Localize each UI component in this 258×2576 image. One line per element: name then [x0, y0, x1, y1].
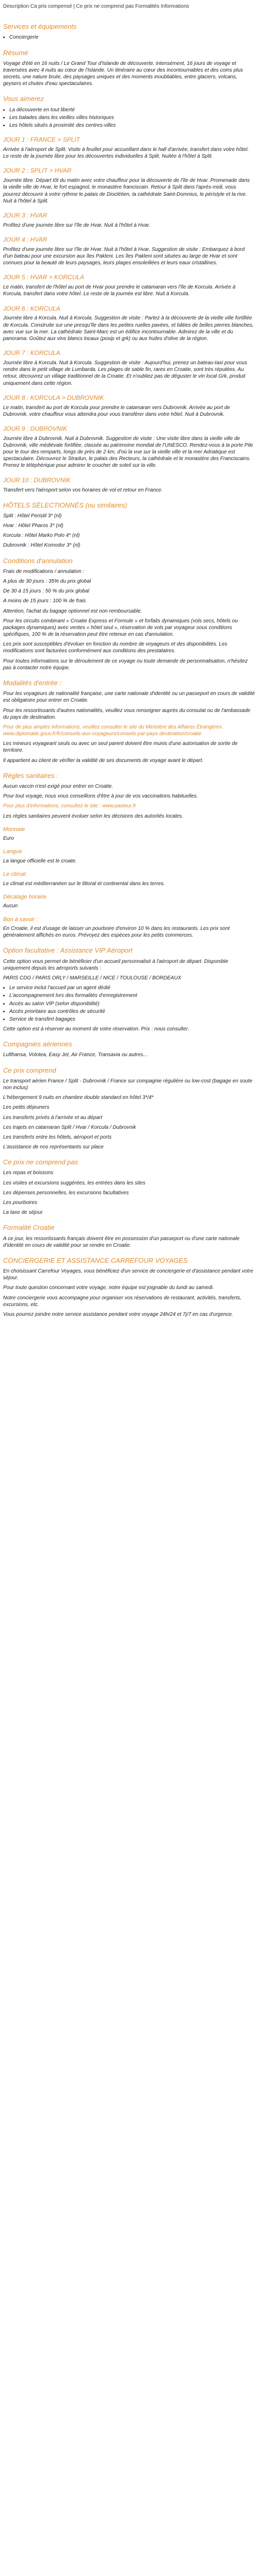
- price-excludes-item: Les repas et boissons: [3, 1170, 54, 1176]
- day-title: JOUR 9 : DUBROVNIK: [3, 425, 68, 432]
- resume-title: Résumé: [3, 48, 28, 57]
- timezone-title: Décalage horaire: [3, 893, 46, 900]
- day-title: JOUR 4 : HVAR: [3, 235, 47, 243]
- assistance-text: Cette option vous permet de bénéficier d'un accueil personnalisé à l'aéroport de départ. Disponible uniquement depuis les aéroports suivants :: [3, 958, 229, 971]
- day-2: [3, 167, 255, 205]
- day-4: [3, 236, 255, 266]
- condition-item: De 30 à 15 jours : 50 % du prix global: [3, 588, 89, 595]
- day-title: JOUR 2 : SPLIT > HVAR: [3, 167, 72, 175]
- day-title: JOUR 3 : HVAR: [3, 211, 47, 219]
- condition-item: Frais de modifications / annulation :: [3, 568, 85, 574]
- price-includes-item: Le transport aérien France / Split - Dubrovnik / France sur compagnie régulière ou low-cost (bagage en soute non inclus): [3, 1078, 253, 1091]
- price-includes-item: L'hébergement 9 nuits en chambre double standard en hôtel 3*/4*: [3, 1095, 154, 1101]
- health-text: Les règles sanitaires peuvent évoluer selon les décisions des autorités locales.: [3, 813, 184, 819]
- day-title: JOUR 6 : KORCULA: [3, 304, 60, 312]
- assistance-item: • Le service inclut l'accueil par un agent dédié: [9, 985, 255, 991]
- highlights-title: Vous aimerez: [3, 95, 44, 103]
- currency-title: Monnaie: [3, 826, 25, 833]
- hotel-item: Hvar : Hôtel Pharos 3* (nl): [3, 523, 63, 529]
- hotel-item: Dubrovnik : Hôtel Komodor 3* (nl): [3, 543, 80, 549]
- day-text: Journée libre à Korcula. Nuit à Korcula. Suggestion de visite : Partez à la découverte de la vieille ville fortifiée de Korcula. Construite sur une presqu'île dans les petites ruelles pavées, et bâties de belles pierres blanches, avec vue sur la mer. La cathédrale Saint-Marc est un édifice incontournable. Admirez de la ville et du panorama. Goûtez aux vins blancs locaux (posip et grk) ou aux huiles d'olive de la région.: [3, 315, 254, 342]
- price-excludes-item: La taxe de séjour: [3, 1210, 43, 1216]
- price-excludes-title: Ce prix ne comprend pas: [3, 1158, 78, 1166]
- health-text: Aucun vaccin n'est exigé pour entrer en Croatie.: [3, 784, 114, 789]
- day-title: JOUR 8 : KORCULA > DUBROVNIK: [3, 394, 104, 401]
- day-title: JOUR 7 : KORCULA: [3, 349, 60, 357]
- highlights-item: • Les hôtels situés à proximité des centres-villes: [9, 122, 255, 129]
- price-excludes-item: Les dépenses personnelles, les excursions facultatives: [3, 1190, 129, 1196]
- concierge-text: En choisissant Carrefour Voyages, vous bénéficiez d'un service de conciergerie et d'assistance pendant votre séjour.: [3, 1268, 253, 1281]
- day-title: JOUR 10 : DUBROVNIK: [3, 476, 71, 484]
- condition-item: A moins de 15 jours : 100 % de frais: [3, 598, 86, 604]
- day-10: [3, 477, 255, 494]
- day-text: Arrivée à l'aéroport de Split. Visite à feuillet pour accueillant dans le hall d'arrivée, transfert dans votre hôtel. Le reste de la journée libre pour les découvertes individuelles à Split. Nuitée à l'hôtel à Split.: [3, 146, 249, 160]
- condition-item: Attention, l'achat du bagage optionnel est non remboursable.: [3, 608, 142, 614]
- day-text: Journée libre à Korcula. Nuit à Korcula. Suggestion de visite : Aujourd'hui, prenez un bateau-taxi pour vous rendre dans le petit village de Lumbarda. Les plages de sable fin, rares en Croatie, sont très réputées. Au retour, découvrez un village traditionnel de la Croatie. Et n'oubliez pas de déguster le vin local Grk, produit uniquement dans cette région.: [3, 360, 247, 386]
- assistance-note: Cette option est à réserver au moment de votre réservation. Prix : nous consulter.: [3, 1026, 189, 1032]
- concierge-text: Vous pourrez joindre notre service assistance pendant votre voyage 24h/24 et 7j/7 en cas d'urgence.: [3, 1312, 233, 1318]
- services-title: Services et équipements: [3, 23, 77, 31]
- assistance-list: [3, 985, 255, 1023]
- highlights-list: [3, 107, 255, 129]
- language-text: La langue officielle est le croate.: [3, 858, 77, 864]
- currency-text: Euro: [3, 836, 14, 842]
- services-list: [3, 34, 255, 41]
- condition-item: A plus de 30 jours : 35% du prix global: [3, 578, 91, 584]
- hotel-item: Split : Hôtel Peristil 3* (nl): [3, 513, 62, 519]
- day-title: JOUR 5 : HVAR > KORCULA: [3, 274, 85, 281]
- assistance-item: • L'accompagnement lors des formalités d'enregistrement: [9, 992, 255, 999]
- hotel-item: Korcula : Hôtel Marko Polo 4* (nl): [3, 533, 80, 539]
- timezone-text: Aucun: [3, 903, 18, 909]
- concierge-title: CONCIERGERIE ET ASSISTANCE CARREFOUR VOYAGES: [3, 1256, 188, 1264]
- assistance-item: • Accès prioritaire aux contrôles de sécurité: [9, 1008, 255, 1015]
- price-includes-item: Les petits déjeuners: [3, 1105, 50, 1111]
- climate-title: Le climat: [3, 871, 26, 878]
- assistance-item: • Service de transfert bagages: [9, 1016, 255, 1023]
- day-3: [3, 212, 255, 229]
- assistance-item: • Accès au salon VIP (selon disponibilité): [9, 1001, 255, 1007]
- assistance-airports: PARIS CDG / PARIS ORLY / MARSEILLE / NICE / TOULOUSE / BORDEAUX: [3, 975, 182, 981]
- formality-title: Formalité Croatie: [3, 1224, 55, 1232]
- price-excludes-list: [3, 1170, 255, 1216]
- tips-text: En Croatie, il est d'usage de laisser un pourboire d'environ 10 % dans les restaurants. Les prix sont généralement affichés en euros. Prévoyez des espèces pour les petits commerces.: [3, 926, 230, 939]
- price-includes-item: L'assistance de nos représentants sur place: [3, 1144, 104, 1150]
- assistance-title: Option facultative : Assistance VIP Aéroport: [3, 946, 133, 955]
- tour-info-text: Les prix sont susceptibles d'évoluer en fonction du nombre de voyageurs et des disponibilités. Les modifications sont facturées conformément aux conditions des prestataires.: [3, 641, 228, 654]
- price-includes-item: Les transferts entre les hôtels, aéroport et ports: [3, 1134, 112, 1140]
- hotels-list: [3, 513, 255, 549]
- tour-info-text: Pour toutes informations sur le déroulement de ce voyage ou toute demande de personnalisation, n'hésitez pas à contacter notre équipe.: [3, 658, 248, 671]
- language-title: Langue: [3, 849, 22, 855]
- formality-text: A ce jour, les ressortissants français doivent être en possession d'un passeport ou d'une carte nationale d'identité en cours de validité pour se rendre en Croatie.: [3, 1235, 240, 1248]
- price-includes-list: [3, 1078, 255, 1151]
- health-title: Règles sanitaires :: [3, 771, 58, 779]
- health-text: Pour tout voyage, nous vous conseillons d'être à jour de vos vaccinations habituelles.: [3, 793, 198, 800]
- day-1: [3, 136, 255, 160]
- day-text: Journée libre. Départ tôt du matin avec votre chauffeur pour la découverte de l'île de Hvar. Promenade dans la vieille ville de Hvar, le fort espagnol, le monastère franciscain. Retour à Split dans l'après-midi, vous pourrez découvrir à votre rythme le palais de Dioclétien, la cathédrale Saint-Domnius, le péristyle et la rive. Nuit à l'hôtel à Split.: [3, 178, 250, 204]
- tour-info-text: Pour les circuits combinant « Croatie Express et Formule » et forfaits dynamiques (vols secs, hôtels ou packages dynamiques) avec ventes « hôtel seul », réservation de vols par voyageur sous conditions spécifiques, 100 % de la réservation peut être retenue en cas d'annulation.: [3, 618, 238, 638]
- entry-link[interactable]: Pour de plus amples informations, veuillez consulter le site du Ministère des Affaires Étrangères : www.diplomatie.gouv.fr/fr/conseils-aux-voyageurs/conseils-par-pays-destination/croatie: [3, 724, 225, 737]
- highlights-item: • Les balades dans les vieilles villes historiques: [9, 114, 255, 121]
- day-8: [3, 394, 255, 418]
- entry-text: Les mineurs voyageant seuls ou avec un seul parent doivent être munis d'une autorisation de sortie de territoire.: [3, 741, 238, 754]
- entry-text: Pour les voyageurs de nationalité française, une carte nationale d'identité ou un passeport en cours de validité est obligatoire pour entrer en Croatie.: [3, 691, 255, 704]
- day-text: Journée libre à Dubrovnik. Nuit à Dubrovnik. Suggestion de visite : Une visite libre dans la vieille ville de Dubrovnik, ville médiévale fortifiée, classée au patrimoine mondial de l'UNESCO. Rendez-vous à la porte Pile pour le tour des remparts, longs de près de 2 km, d'où la vue sur la vieille ville et la mer Adriatique est spectaculaire. Découvrez le Stradun, le palais des Recteurs, la cathédrale et le monastère des Franciscains. Prenez le téléphérique pour admirer le coucher de soleil sur la ville.: [3, 435, 253, 469]
- conditions-list: [3, 568, 255, 615]
- day-9: [3, 425, 255, 469]
- day-title: JOUR 1 : FRANCE > SPLIT: [3, 136, 80, 144]
- price-includes-title: Ce prix comprend: [3, 1066, 56, 1074]
- health-link[interactable]: Pour plus d'informations, consultez le site : www.pasteur.fr: [3, 803, 136, 809]
- hotels-title: HÔTELS SÉLECTIONNÉS (ou similaires): [3, 501, 127, 509]
- airlines-title: Compagnies aériennes: [3, 1040, 72, 1048]
- conditions-title: Conditions d'annulation: [3, 556, 73, 565]
- price-excludes-item: Les pourboires: [3, 1200, 38, 1206]
- day-text: Profitez d'une journée libre sur l'île de Hvar. Nuit à l'hôtel à Hvar.: [3, 222, 151, 228]
- day-5: [3, 274, 255, 297]
- airlines-text: Lufthansa, Volotea, Easy Jet, Air France, Transavia ou autres...: [3, 1052, 148, 1058]
- day-text: Transfert vers l'aéroport selon vos horaires de vol et retour en France.: [3, 487, 163, 493]
- price-includes-item: Les transferts privés à l'arrivée et au départ: [3, 1114, 103, 1121]
- entry-text: Il appartient au client de vérifier la validité de ses documents de voyage avant le départ.: [3, 757, 204, 764]
- day-text: Profitez d'une journée libre sur l'île de Hvar. Nuit à l'hôtel à Hvar. Suggestion de visite : Embarquez à bord d'un bateau pour une excursion aux îles Pakleni. Les îles Pakleni sont situées au large de Hvar et sont connues pour la beauté de leurs paysages, leurs plages ensoleillées et leurs eaux cristallines.: [3, 246, 245, 266]
- highlights-item: • La découverte en tout liberté: [9, 107, 255, 113]
- day-text: Le matin, transfert au port de Korcula pour prendre le catamaran vers Dubrovnik. Arrivée au port de Dubrovnik, votre chauffeur vous attendra pour vous transférer dans votre hôtel. Nuit à Dubrovnik.: [3, 404, 230, 417]
- day-6: [3, 305, 255, 343]
- entry-title: Modalités d'entrée :: [3, 679, 62, 687]
- tips-title: Bon à savoir :: [3, 916, 38, 923]
- services-item: • Conciergerie: [9, 34, 255, 41]
- climate-text: Le climat est méditerranéen sur le littoral et continental dans les terres.: [3, 880, 165, 887]
- day-text: Le matin, transfert de l'hôtel au port de Hvar pour prendre le catamaran vers l'île de Korcula. Arrivée à Korcula, transfert dans votre hôtel. Le reste de la journée est libre. Nuit à Korcula.: [3, 284, 236, 297]
- concierge-text: Notre conciergerie vous accompagne pour organiser vos réservations de restaurant, activités, transferts, excursions, etc.: [3, 1295, 241, 1308]
- concierge-text: Pour toute question concernant votre voyage, notre équipe est joignable du lundi au samedi.: [3, 1285, 214, 1291]
- entry-text: Pour les ressortissants d'autres nationalités, veuillez vous renseigner auprès du consulat ou de l'ambassade du pays de destination.: [3, 707, 251, 720]
- price-includes-item: Les trajets en catamaran Split / Hvar / Korcula / Dubrovnik: [3, 1124, 136, 1130]
- price-excludes-item: Les visites et excursions suggérées, les entrées dans les sites: [3, 1180, 146, 1186]
- breadcrumb[interactable]: Description Ca pris compensé | Ce prix ne comprend pas Formalités Informations: [3, 4, 189, 9]
- day-7: [3, 349, 255, 387]
- resume-text: Voyage d'été en 16 nuits / Le Grand Tour d'Islande de découverte, intensément, 16 jours de voyage et traversées avec 4 nuits au cœur de l'Islande. Un itinéraire au cœur des incontournables et des coins plus secrets, une nature brute, des paysages uniques et des moments inoubliables, entre glaciers, volcans, geysers et chutes d'eau spectaculaires.: [3, 60, 243, 87]
